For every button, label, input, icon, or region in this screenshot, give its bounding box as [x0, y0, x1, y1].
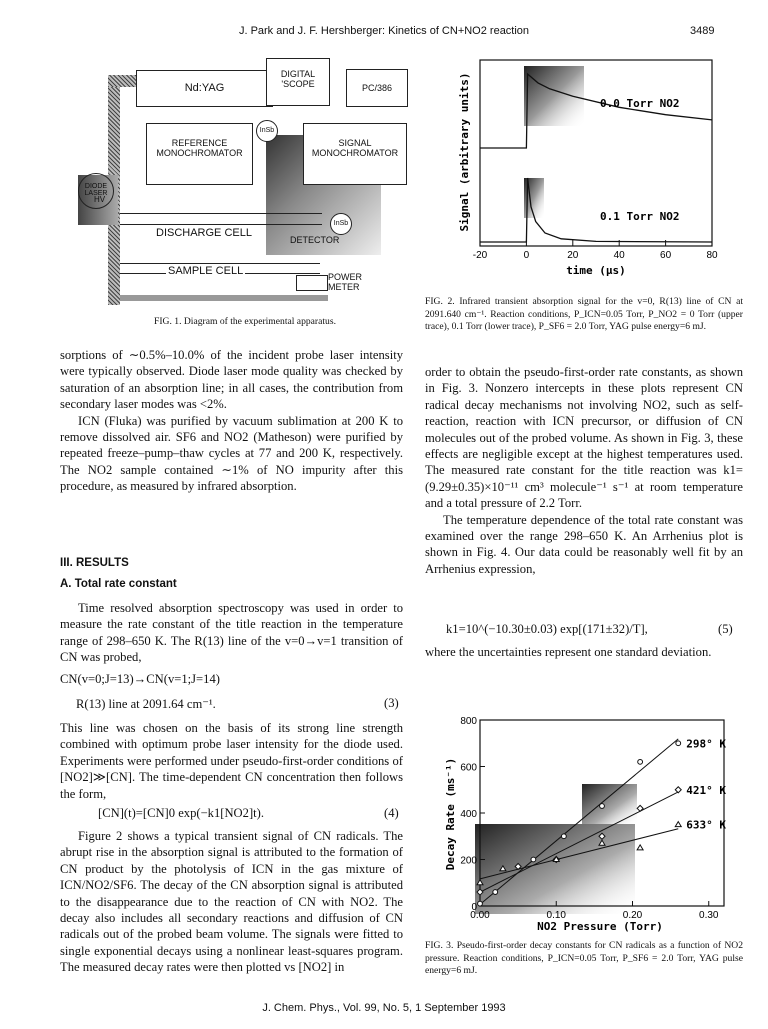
fig3-caption: FIG. 3. Pseudo-first-order decay constants for CN radicals as a function of NO2 pressure. Reaction conditions, P_ICN=0.05 Torr, P_SF6 = 2.0 Torr, YAG pulse energy=6 mJ. — [425, 940, 743, 977]
right-para-2: The temperature dependence of the total rate constant was examined over the range 298–650 K. An Arrhenius plot is shown in Fig. 4. Our data could be reasonably well fit by an Arrhenius expression, — [425, 512, 743, 576]
pc-box — [346, 69, 408, 107]
subsection-heading-total-rate: A. Total rate constant — [60, 578, 177, 590]
fig3-series-label: 298° K — [686, 737, 726, 751]
power-meter-box — [296, 275, 328, 291]
running-title-text: J. Park and J. F. Hershberger: Kinetics of CN+NO2 reaction — [238, 25, 530, 37]
fig3-shade — [475, 824, 635, 914]
fig3-point — [561, 834, 566, 839]
fig2-xtick-label: 60 — [660, 250, 672, 261]
left-para-1: sorptions of ∼0.5%–10.0% of the incident probe laser intensity were typically observed. Diode laser mode quality was checked by saturation of an absorption line; in all cases, the contribution from secondary laser modes was <2%. — [60, 348, 403, 412]
fig3-point — [493, 890, 498, 895]
signal-label: SIGNAL — [338, 138, 372, 148]
hv-label: HV — [94, 195, 106, 204]
fig2-chart — [450, 52, 740, 284]
eq4-number: (4) — [384, 806, 399, 820]
sample-cell-beam — [120, 295, 328, 301]
fig2-xtick-label: 80 — [706, 250, 718, 261]
fig2-xlabel: time (μs) — [566, 264, 626, 277]
reference-label: REFERENCE — [171, 138, 228, 148]
meter-label: METER — [328, 282, 360, 292]
diode-label: DIODE — [84, 183, 108, 190]
fig2-xtick-label: 40 — [613, 250, 625, 261]
fig3-ytick-label: 800 — [460, 716, 477, 727]
sig-mono-label: MONOCHROMATOR — [311, 148, 399, 158]
discharge-cell-tube — [120, 213, 322, 225]
fig3-ytick-label: 0 — [471, 902, 477, 913]
reference-mono-box — [146, 123, 253, 185]
fig3-xtick-label: 0.00 — [470, 910, 490, 921]
power-label: POWER — [328, 272, 363, 282]
left-para-2: ICN (Fluka) was purified by vacuum sublimation at 200 K to remove dissolved air. SF6 and NO2 (Matheson) were purified by repeated freeze–pump–thaw cycles at 77 and 200 K, respectively. The NO2 sample contained ∼1% of NO impurity after this procedure, as measured by infrared absorption. — [60, 413, 403, 494]
insb-ref-label: InSb — [259, 127, 275, 134]
right-column — [425, 364, 743, 577]
eq5-number: (5) — [718, 622, 733, 636]
left-para-3: Time resolved absorption spectroscopy was used in order to measure the rate constant of the title reaction in the temperature range of 298–650 K. The R(13) line of the v=0→v=1 transition of CN was probed, — [60, 601, 403, 665]
ndyag-box — [136, 70, 273, 107]
discharge-label: DISCHARGE CELL — [156, 227, 252, 239]
page-number: 3489 — [690, 25, 715, 37]
left-para-3-wrap — [60, 600, 403, 666]
fig2-shade-upper — [524, 66, 584, 126]
fig2-xtick-label: 0 — [523, 250, 530, 261]
fig1-caption: FIG. 1. Diagram of the experimental apparatus. — [154, 316, 336, 327]
fig3-point — [531, 857, 536, 862]
fig2-label-upper: 0.0 Torr NO2 — [600, 97, 680, 110]
running-title — [0, 25, 768, 37]
fig3-xlabel: NO2 Pressure (Torr) — [537, 920, 663, 933]
fig3-series-label: 633° K — [686, 818, 726, 832]
fig3-ylabel: Decay Rate (ms⁻¹) — [444, 757, 457, 871]
detector-label: DETECTOR — [290, 235, 340, 245]
footer: J. Chem. Phys., Vol. 99, No. 5, 1 September 1993 — [262, 1002, 506, 1014]
digital-label: DIGITAL — [280, 69, 316, 79]
fig3-point — [675, 822, 681, 827]
fig3-point — [676, 741, 681, 746]
fig3-xtick-label: 0.10 — [546, 910, 566, 921]
fig2-xtick-label: 20 — [567, 250, 579, 261]
fig3-point — [478, 901, 483, 906]
section-heading-results: III. RESULTS — [60, 557, 129, 569]
eq3-number: (3) — [384, 696, 399, 710]
ndyag-label: Nd:YAG — [184, 82, 225, 94]
fig3-ytick-label: 400 — [460, 809, 477, 820]
eq3-line1: CN(v=0;J=13)→CN(v=1;J=14) — [60, 672, 220, 686]
fig3-ytick-label: 200 — [460, 855, 477, 867]
left-para-4: This line was chosen on the basis of its strong line strength combined with optimum probe laser intensity for the diode used. Experiments were performed under pseudo-first-order conditions of [NO2]≫[CN]. The time-dependent CN concentration then follows the form, — [60, 721, 403, 801]
left-column — [60, 347, 403, 495]
fig2-ylabel: Signal (arbitrary units) — [458, 72, 471, 232]
sample-label: SAMPLE CELL — [168, 265, 244, 277]
right-para-3-wrap — [425, 644, 743, 660]
eq4: [CN](t)=[CN]0 exp(−k1[NO2]t). — [98, 806, 264, 820]
insb-ref — [256, 120, 278, 142]
laser-label: LASER — [84, 190, 108, 197]
fig3-chart — [440, 714, 740, 936]
scope-label: 'SCOPE — [281, 79, 315, 89]
fig2-label-lower: 0.1 Torr NO2 — [600, 210, 680, 223]
ref-mono-label: MONOCHROMATOR — [156, 148, 243, 158]
insb-detector — [330, 213, 352, 235]
left-para-4-wrap — [60, 720, 403, 802]
fig3-point — [675, 787, 681, 793]
fig2-series-upper — [480, 74, 712, 148]
fig3-xtick-label: 0.30 — [699, 910, 719, 921]
right-para-1: order to obtain the pseudo-first-order rate constants, as shown in Fig. 3. Nonzero intercepts in these plots represent CN radical decay mechanisms not involving NO2, such as self-reaction, reaction with ICN precursor, or diffusion of CN molecules out of the probed volume. As shown in Fig. 3, these effects are negligible except at the highest temperatures used. The measured rate constant for the title reaction was k1=(9.29±0.35)×10⁻¹¹ cm³ molecule⁻¹ s⁻¹ at room temperature and a total pressure of 2.2 Torr. — [425, 365, 743, 511]
fig2-xtick-label: -20 — [472, 250, 488, 261]
fig3-ytick-label: 600 — [460, 762, 477, 774]
right-para-3: where the uncertainties represent one standard deviation. — [425, 645, 712, 659]
fig1-diagram — [78, 55, 418, 310]
fig3-point — [600, 804, 605, 809]
fig3-point — [637, 845, 643, 850]
pc-label: PC/386 — [361, 83, 393, 93]
eq5: k1=10^(−10.30±0.03) exp[(171±32)/T], — [446, 622, 648, 636]
left-para-5-wrap — [60, 828, 403, 976]
scope-box — [266, 58, 330, 106]
fig3-series-label: 421° K — [686, 783, 726, 797]
fig3-xtick-label: 0.20 — [622, 910, 643, 921]
fig2-caption: FIG. 2. Infrared transient absorption signal for the v=0, R(13) line of CN at 2091.640 cm⁻¹. Reaction conditions, P_ICN=0.05 Torr, P_NO2 = 0 Torr (upper trace), 0.1 Torr (lower trace), P_SF6 = 2.0 Torr, YAG pulse energy=6 mJ. — [425, 296, 743, 333]
fig3-point — [638, 759, 643, 764]
insb-det-label: InSb — [333, 220, 349, 227]
eq3-line2: R(13) line at 2091.64 cm⁻¹. — [76, 697, 216, 711]
fig3-shade-2 — [582, 784, 637, 824]
left-para-5: Figure 2 shows a typical transient signal of CN radicals. The abrupt rise in the absorption signal is attributed to the formation of CN product by the photolysis of ICN in the gas mixture of ICN/NO2/SF6. The decay of the CN absorption signal is attributed to the disappearance due to the reaction of CN with NO2. The decay also includes all secondary reactions and diffusion of CN radicals out of the probed beam volume. The signals were fitted to single exponential decays using a nonlinear least-squares program. The measured decay rates were then plotted vs [NO2] in — [60, 829, 403, 975]
beam-path-top — [108, 75, 138, 87]
signal-mono-box — [303, 123, 407, 185]
